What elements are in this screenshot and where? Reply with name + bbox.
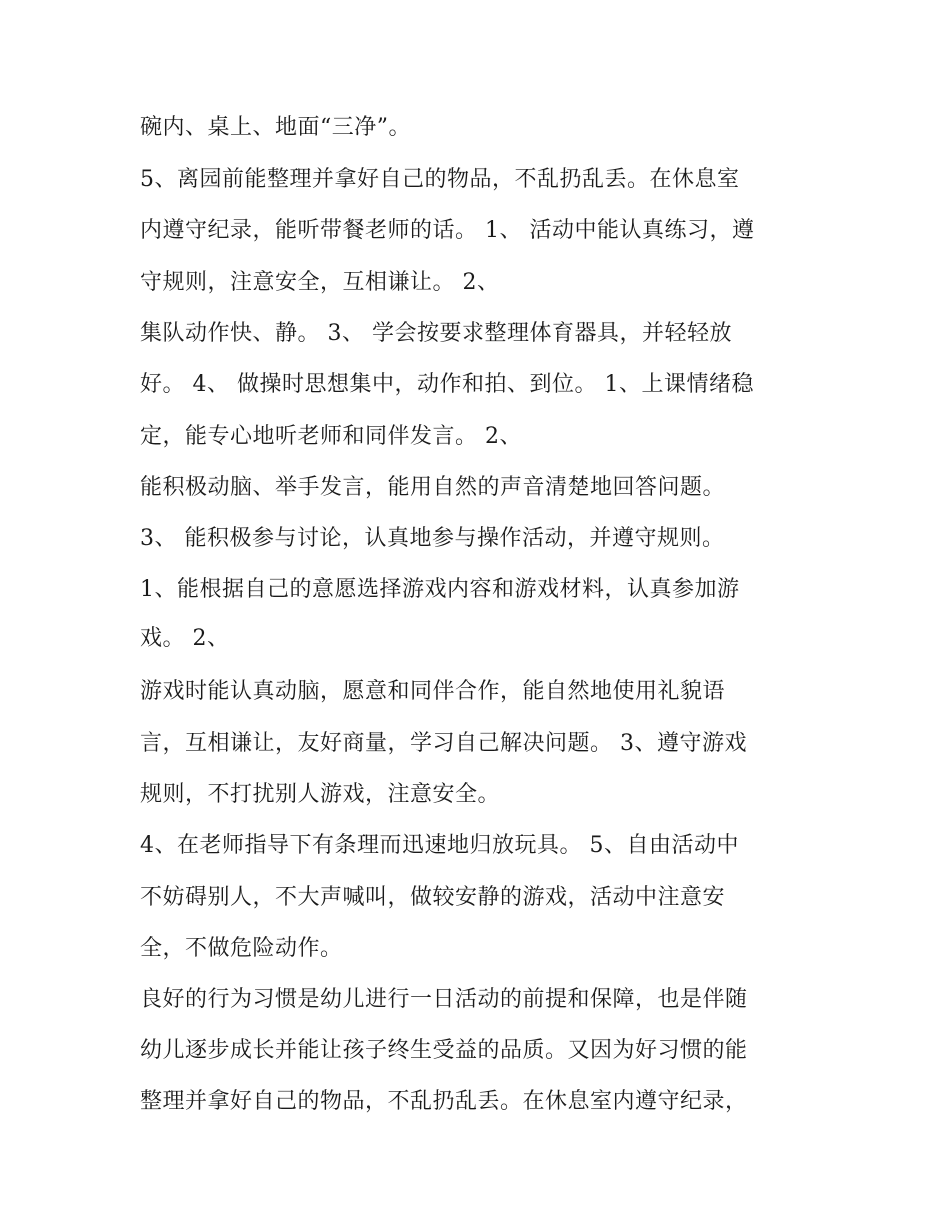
text-line: 游戏时能认真动脑，愿意和同伴合作，能自然地使用礼貌语: [140, 679, 726, 704]
text-line: 能积极动脑、举手发言，能用自然的声音清楚地回答问题。: [140, 475, 726, 500]
text-line: 碗内、桌上、地面“三净”。: [140, 115, 411, 140]
text-line: 定，能专心地听老师和同伴发言。 2、: [140, 424, 522, 449]
text-line: 不妨碍别人，不大声喊叫，做较安静的游戏，活动中注意安: [140, 885, 726, 910]
text-line: 1、能根据自己的意愿选择游戏内容和游戏材料，认真参加游: [140, 577, 740, 602]
text-line: 戏。 2、: [140, 626, 230, 651]
text-line: 幼儿逐步成长并能让孩子终生受益的品质。又因为好习惯的能: [140, 1038, 748, 1063]
text-line: 守规则，注意安全，互相谦让。 2、: [140, 270, 500, 295]
text-line: 规则，不打扰别人游戏，注意安全。: [140, 782, 501, 807]
text-line: 5、离园前能整理并拿好自己的物品，不乱扔乱丢。在休息室: [140, 167, 740, 192]
text-line: 良好的行为习惯是幼儿进行一日活动的前提和保障，也是伴随: [140, 987, 748, 1012]
text-line: 3、 能积极参与讨论，认真地参与操作活动，并遵守规则。: [140, 526, 725, 551]
text-line: 集队动作快、静。 3、 学会按要求整理体育器具，并轻轻放: [140, 321, 732, 346]
text-line: 全，不做危险动作。: [140, 936, 343, 961]
text-line: 4、在老师指导下有条理而迅速地归放玩具。 5、自由活动中: [140, 833, 739, 858]
text-line: 整理并拿好自己的物品，不乱扔乱丢。在休息室内遵守纪录，: [140, 1089, 748, 1114]
text-line: 言，互相谦让，友好商量，学习自己解决问题。 3、遵守游戏: [140, 731, 747, 756]
text-line: 内遵守纪录，能听带餐老师的话。 1、 活动中能认真练习，遵: [140, 218, 755, 243]
text-line: 好。 4、 做操时思想集中，动作和拍、到位。 1、上课情绪稳: [140, 372, 754, 397]
